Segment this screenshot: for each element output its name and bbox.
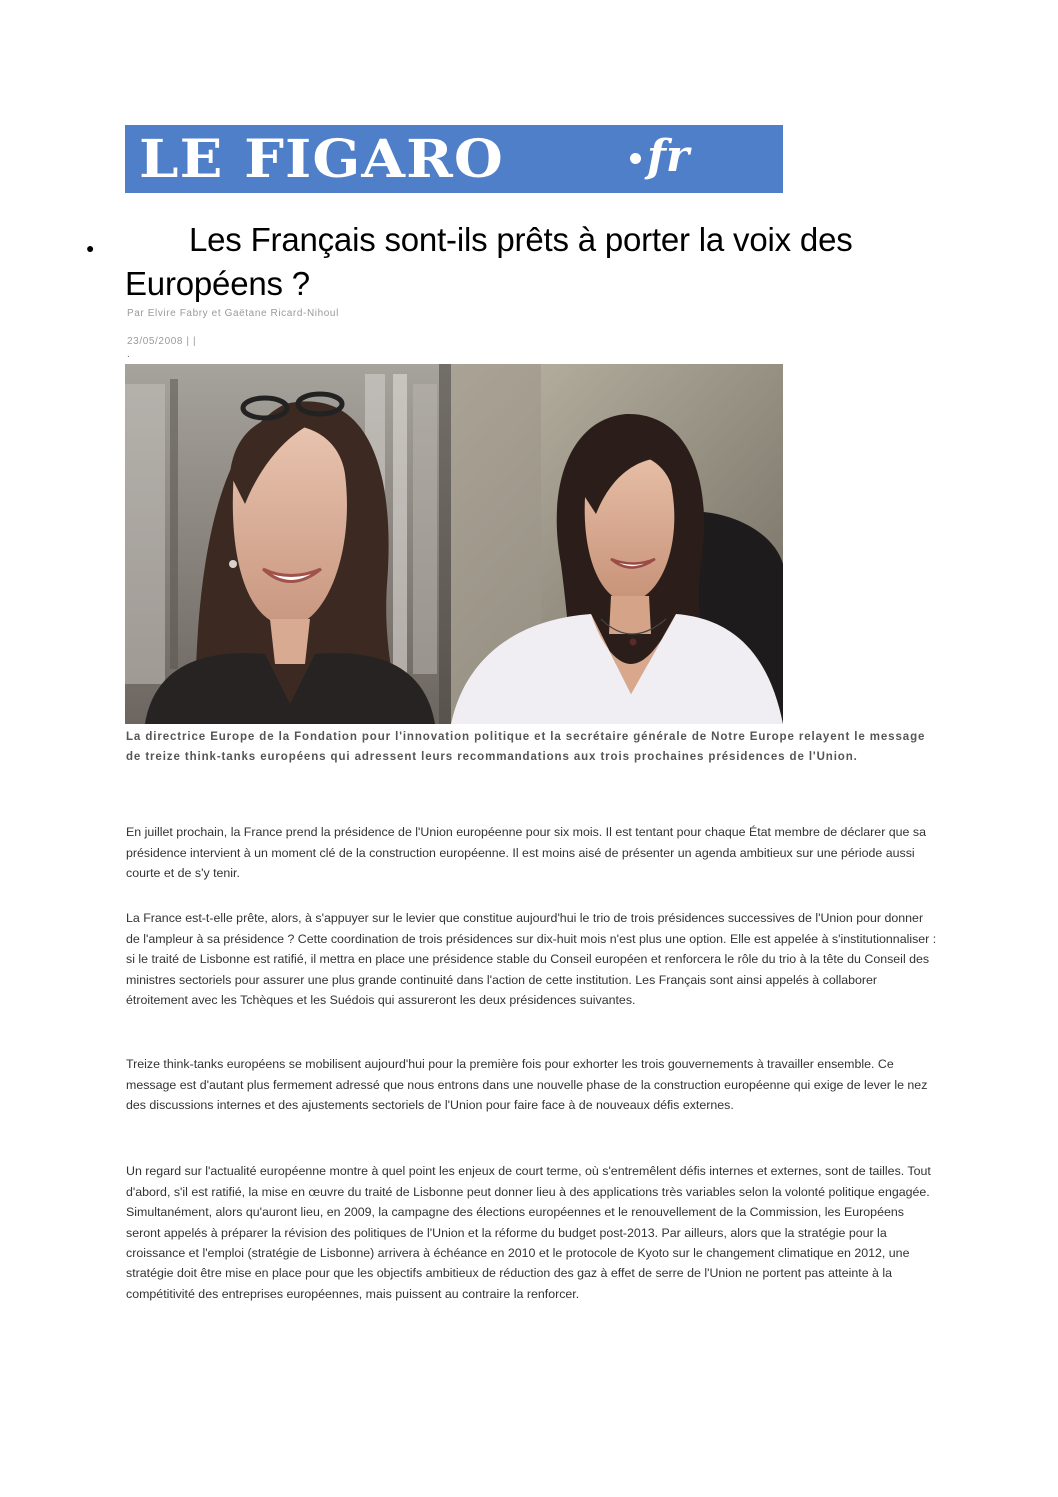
article-date: 23/05/2008 | | [127, 336, 197, 347]
article-byline: Par Elvire Fabry et Gaëtane Ricard-Nihoul [127, 308, 339, 319]
article-paragraph: En juillet prochain, la France prend la présidence de l'Union européenne pour six mois. Il est tentant pour chaque État membre de déclarer que sa présidence intervient à un moment clé de la construction européenne. Il est moins aisé de présenter un agenda ambitieux sur une période aussi courte et de s'y tenir. [126, 825, 926, 881]
le-figaro-logo[interactable] [125, 125, 783, 193]
article-paragraph: La France est-t-elle prête, alors, à s'appuyer sur le levier que constitue aujourd'hui le trio de trois présidences successives de l'Union pour donner de l'ampleur à sa présidence ? Cette coordination de trois présidences sur dix-huit mois n'est plus une option. Elle est appelée à s'institutionnaliser : si le traité de Lisbonne est ratifié, il mettra en place une présidence stable du Conseil européen et renforcera le rôle du trio à la tête du Conseil des ministres sectoriels pour assurer une plus grande continuité dans l'action de cette institution. Les Français sont ainsi appelés à collaborer étroitement avec les Tchèques et les Suédois qui assureront les deux présidences suivantes. [126, 911, 937, 1008]
photo-caption: La directrice Europe de la Fondation pour l'innovation politique et la secrétaire générale de Notre Europe relayent le message de treize think-tanks européens qui adressent leurs recommandations aux trois prochaines présidences de l'Union. [126, 731, 926, 763]
portrait-gaetane-ricard-nihoul [451, 364, 783, 724]
list-bullet-icon: ● [86, 240, 95, 256]
portrait-right-image [451, 364, 783, 724]
article-paragraph: Un regard sur l'actualité européenne montre à quel point les enjeux de court terme, où s'entremêlent défis internes et externes, sont de tailles. Tout d'abord, s'il est ratifié, la mise en œuvre du traité de Lisbonne peut donner lieu à des applications très variables selon la volonté politique engagée. Simultanément, alors qu'auront lieu, en 2009, la campagne des élections européennes et le renouvellement de la Commission, les Européens seront appelés à préparer la révision des politiques de l'Union et la réforme du budget post-2013. Par ailleurs, alors que la stratégie pour la croissance et l'emploi (stratégie de Lisbonne) arrivera à échéance en 2010 et le protocole de Kyoto sur le changement climatique en 2012, une stratégie doit être mise en place pour que les objectifs ambitieux de réduction des gaz à effet de serre de l'Union ne portent pas atteinte à la compétitivité des entreprises européennes, mais puissent au contraire la renforcer. [126, 1164, 931, 1301]
article-title: Les Français sont-ils prêts à porter la voix des Européens ? [125, 221, 853, 302]
logo-wordmark: LE FIGARO [139, 129, 504, 190]
article-paragraph: Treize think-tanks européens se mobilisent aujourd'hui pour la première fois pour exhorter les trois gouvernements à travailler ensemble. Ce message est d'autant plus fermement adressé que nous entrons dans une nouvelle phase de la construction européenne qui exige de lever le nez des discussions internes et des ajustements sectoriels de l'Union pour faire face à de nouveaux défis externes. [126, 1057, 928, 1113]
logo-suffix: fr [647, 131, 690, 182]
logo-dot-icon [630, 153, 641, 164]
portrait-elvire-fabry [125, 364, 451, 724]
separator-dot: . [127, 349, 130, 360]
portrait-left-image [125, 364, 451, 724]
